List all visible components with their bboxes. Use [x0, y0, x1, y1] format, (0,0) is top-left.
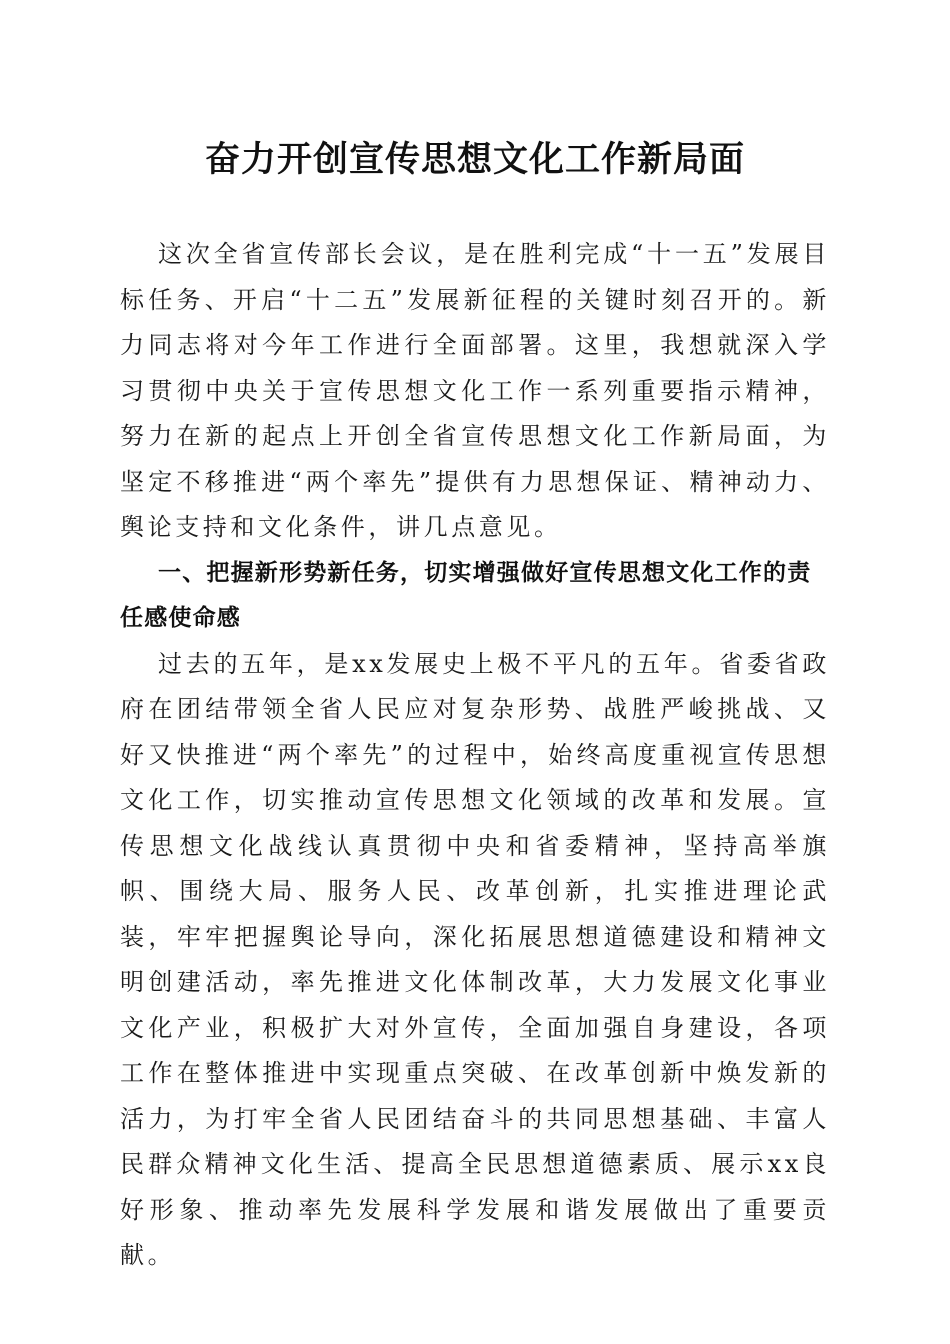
section-paragraph: 过去的五年，是xx发展史上极不平凡的五年。省委省政府在团结带领全省人民应对复杂形势、战胜严峻挑战、又好又快推进“两个率先”的过程中，始终高度重视宣传思想文化工作，切实推动宣传思想文化领域的改革和发展。宣传思想文化战线认真贯彻中央和省委精神，坚持高举旗帜、围绕大局、服务人民、改革创新，扎实推进理论武装，牢牢把握舆论导向，深化拓展思想道德建设和精神文明创建活动，率先推进文化体制改革，大力发展文化事业文化产业，积极扩大对外宣传，全面加强自身建设，各项工作在整体推进中实现重点突破、在改革创新中焕发新的活力，为打牢全省人民团结奋斗的共同思想基础、丰富人民群众精神文化生活、提高全民思想道德素质、展示xx良好形象、推动率先发展科学发展和谐发展做出了重要贡献。	[120, 649, 830, 1269]
document-body	[120, 232, 830, 1279]
section-heading: 一、把握新形势新任务，切实增强做好宣传思想文化工作的责任感使命感	[120, 559, 812, 631]
document-title: 奋力开创宣传思想文化工作新局面	[204, 139, 745, 180]
intro-paragraph: 这次全省宣传部长会议，是在胜利完成“十一五”发展目标任务、开启“十二五”发展新征程的关键时刻召开的。新力同志将对今年工作进行全面部署。这里，我想就深入学习贯彻中央关于宣传思想文化工作一系列重要指示精神，努力在新的起点上开创全省宣传思想文化工作新局面，为坚定不移推进“两个率先”提供有力思想保证、精神动力、舆论支持和文化条件，讲几点意见。	[120, 240, 830, 541]
